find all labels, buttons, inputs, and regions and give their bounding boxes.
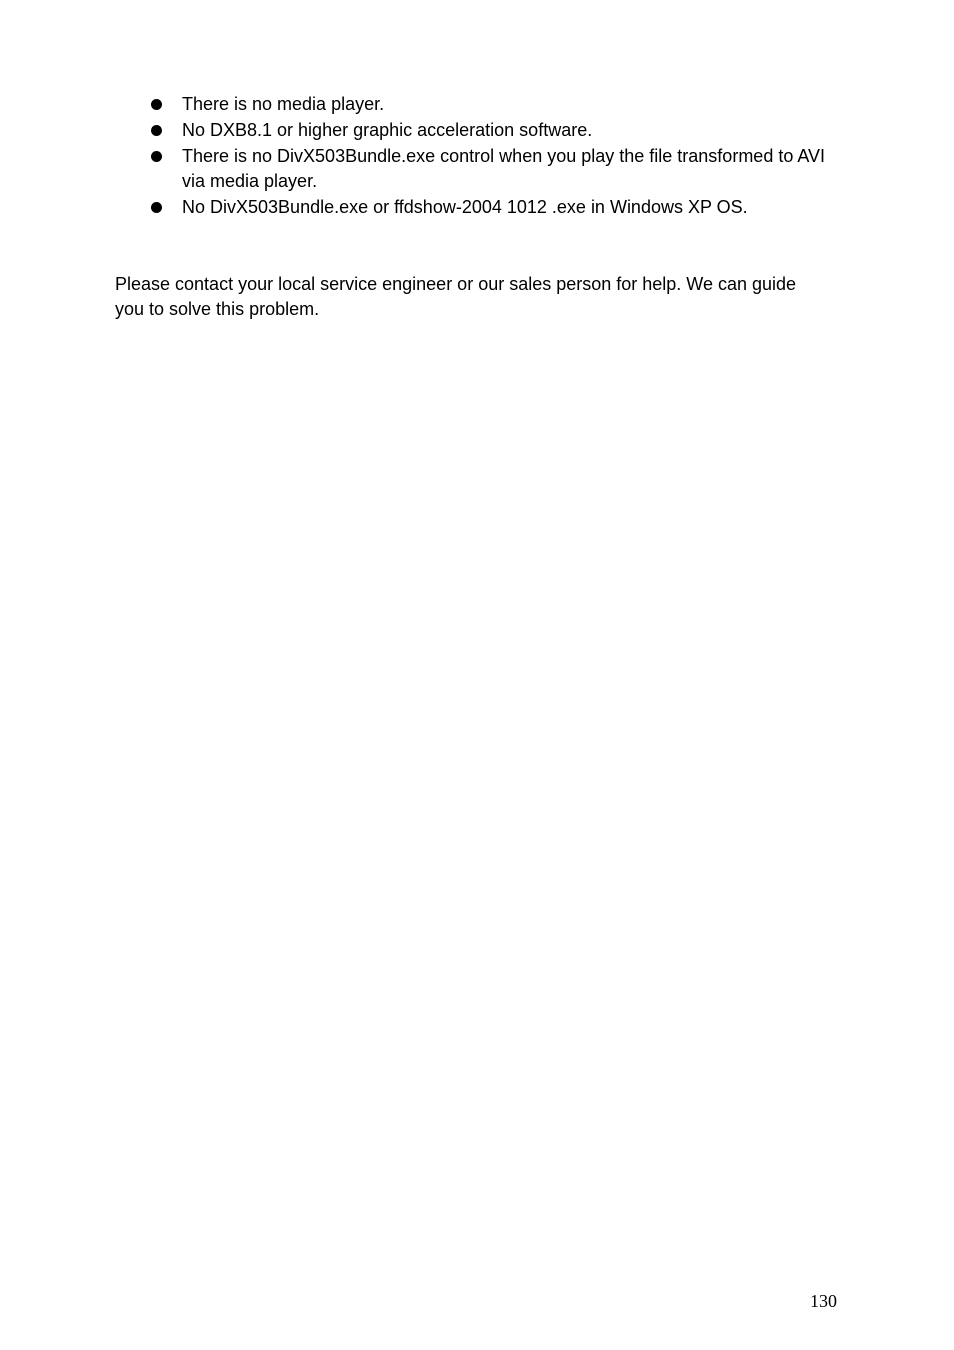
bullet-list: [148, 92, 848, 221]
list-item-text: There is no DivX503Bundle.exe control when you play the file transformed to AVI via media player.: [182, 146, 826, 191]
bullet-icon: [151, 151, 162, 162]
list-item: [148, 144, 848, 194]
list-item-text: No DXB8.1 or higher graphic acceleration software.: [182, 120, 593, 140]
bullet-icon: [151, 202, 162, 213]
help-paragraph: Please contact your local service engineer or our sales person for help. We can guide you to solve this problem.: [115, 274, 797, 319]
list-item: [148, 118, 848, 143]
list-item-text: There is no media player.: [182, 94, 385, 114]
bullet-icon: [151, 99, 162, 110]
page-number: 130: [810, 1291, 837, 1311]
bullet-icon: [151, 125, 162, 136]
list-item-text: No DivX503Bundle.exe or ffdshow-2004 1012 .exe in Windows XP OS.: [182, 197, 748, 217]
list-item: [148, 92, 848, 117]
list-item: [148, 195, 848, 220]
